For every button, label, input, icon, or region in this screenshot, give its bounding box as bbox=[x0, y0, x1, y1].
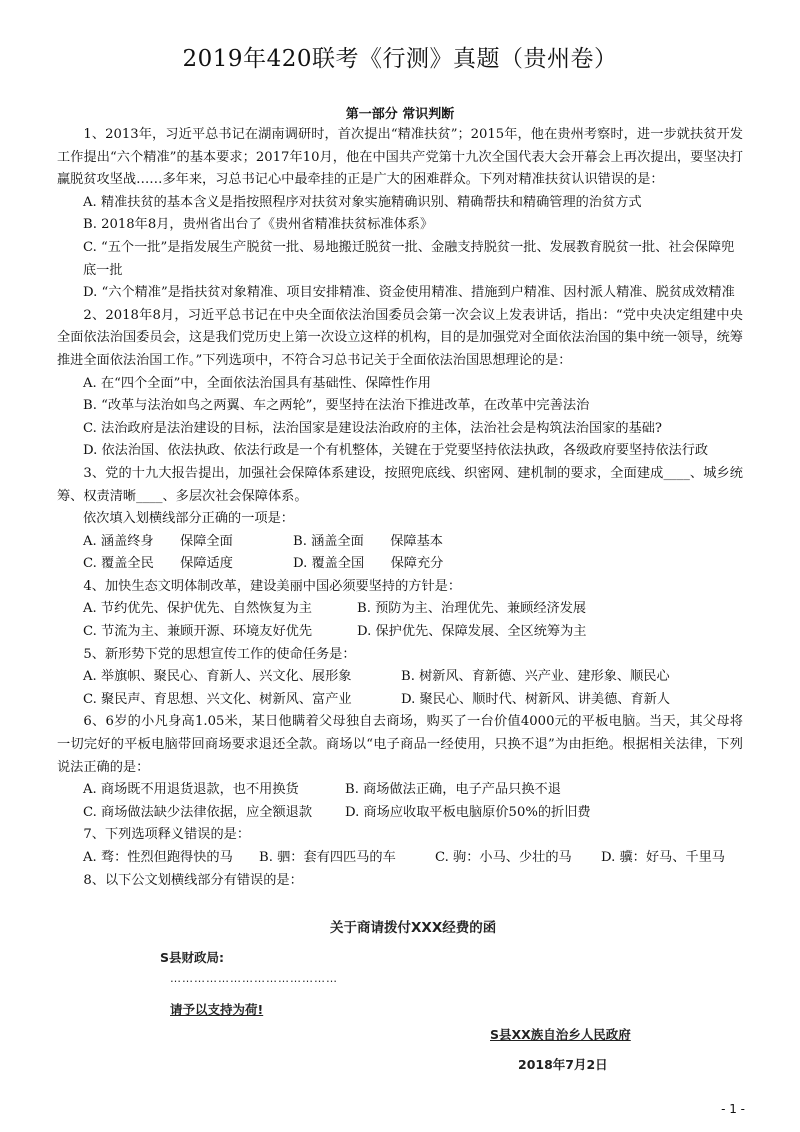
question-3-option-c: C. 覆盖全民 保障适度 bbox=[83, 556, 233, 572]
letter-recipient: S县财政局: bbox=[160, 950, 225, 965]
question-6-option-d: D. 商场应收取平板电脑原价50%的折旧费 bbox=[345, 804, 591, 820]
question-2-option-c: C. 法治政府是法治建设的目标，法治国家是建设法治政府的主体，法治社会是构筑法治国家的基础? bbox=[83, 420, 662, 436]
question-4-option-a: A. 节约优先、保护优先、自然恢复为主 bbox=[83, 601, 312, 617]
question-6-option-a: A. 商场既不用退货退款，也不用换货 bbox=[83, 782, 299, 798]
question-2-option-a: A. 在“四个全面”中，全面依法治国具有基础性、保障性作用 bbox=[83, 375, 431, 391]
official-letter-image bbox=[60, 912, 680, 1082]
question-7-option-a: A. 骛：性烈但跑得快的马 bbox=[83, 850, 233, 865]
question-3-sub: 依次填入划横线部分正确的一项是： bbox=[83, 511, 294, 527]
question-4-option-b: B. 预防为主、治理优先、兼顾经济发展 bbox=[357, 601, 587, 617]
question-4-options-row-1 bbox=[57, 598, 743, 621]
question-3-stem: 3、党的十九大报告提出，加强社会保障体系建设，按照兜底线、织密网、建机制的要求，全面建成____、城乡统筹、权责清晰____、多层次社会保障体系。 bbox=[57, 465, 743, 504]
question-8-stem: 8、以下公文划横线部分有错误的是： bbox=[83, 872, 303, 888]
letter-issuing-organization: S县XX族自治乡人民政府 bbox=[490, 1027, 631, 1042]
question-5-option-a: A. 举旗帜、聚民心、育新人、兴文化、展形象 bbox=[83, 669, 352, 685]
question-4-options-row-2 bbox=[57, 621, 743, 644]
question-5-option-d: D. 聚民心、顺时代、树新风、讲美德、育新人 bbox=[401, 691, 671, 707]
question-7-options-row bbox=[57, 847, 743, 870]
question-5-stem: 5、新形势下党的思想宣传工作的使命任务是： bbox=[83, 646, 356, 662]
letter-title: 关于商请拨付XXX经费的函 bbox=[330, 920, 497, 936]
letter-closing-request: 请予以支持为荷! bbox=[170, 1002, 264, 1017]
question-5-option-c: C. 聚民声、育思想、兴文化、树新风、富产业 bbox=[83, 691, 352, 707]
question-4-option-c: C. 节流为主、兼顾开源、环境友好优先 bbox=[83, 624, 313, 640]
question-7-option-d: D. 骥：好马、千里马 bbox=[601, 850, 725, 865]
question-1-option-d: D. “六个精准”是指扶贫对象精准、项目安排精准、资金使用精准、措施到户精准、因村派人精准、脱贫成效精准 bbox=[83, 285, 735, 301]
question-5-options-row-2 bbox=[57, 689, 743, 712]
question-2-option-d: D. 依法治国、依法执政、依法行政是一个有机整体，关键在于党要坚持依法执政，各级政府要坚持依法行政 bbox=[83, 443, 709, 459]
question-3-option-a: A. 涵盖终身 保障全面 bbox=[83, 533, 233, 549]
question-1-stem: 1、2013年，习近平总书记在湖南调研时，首次提出“精准扶贫”；2015年，他在贵州考察时，进一步就扶贫开发工作提出“六个精准”的基本要求；2017年10月，他在中国共产党第十九次全国代表大会开幕会上再次提出，要坚决打赢脱贫攻坚战……多年来，习总书记心中最牵挂的正是广大的困难群众。下列对精准扶贫认识错误的是： bbox=[57, 127, 743, 188]
question-7-stem: 7、下列选项释义错误的是： bbox=[83, 827, 251, 843]
question-1-option-a: A. 精准扶贫的基本含义是指按照程序对扶贫对象实施精确识别、精确帮扶和精确管理的治贫方式 bbox=[83, 194, 642, 210]
question-5-options-row-1 bbox=[57, 666, 743, 689]
letter-date: 2018年7月2日 bbox=[518, 1057, 608, 1072]
question-6-option-c: C. 商场做法缺少法律依据，应全额退款 bbox=[83, 804, 313, 820]
question-1-option-c: C. “五个一批”是指发展生产脱贫一批、易地搬迁脱贫一批、金融支持脱贫一批、发展教育脱贫一批、社会保障兜底一批 bbox=[83, 239, 735, 278]
question-1-option-b: B. 2018年8月，贵州省出台了《贵州省精准扶贫标准体系》 bbox=[83, 217, 434, 233]
question-6-option-b: B. 商场做法正确，电子产品只换不退 bbox=[345, 782, 561, 798]
question-4-option-d: D. 保护优先、保障发展、全区统筹为主 bbox=[357, 624, 587, 640]
section-heading: 第一部分 常识判断 bbox=[345, 107, 455, 122]
question-3-option-d: D. 覆盖全国 保障充分 bbox=[293, 556, 444, 572]
question-list bbox=[57, 124, 743, 892]
question-3-options-row-1 bbox=[57, 531, 743, 554]
page-number: - 1 - bbox=[721, 1102, 745, 1116]
question-7-option-c: C. 驹：小马、少壮的马 bbox=[435, 850, 572, 865]
question-3-options-row-2 bbox=[57, 553, 743, 576]
question-7-option-b: B. 驷：套有四匹马的车 bbox=[259, 850, 396, 865]
question-2-option-b: B. “改革与法治如鸟之两翼、车之两轮”，要坚持在法治下推进改革，在改革中完善法治 bbox=[83, 398, 590, 414]
document-title: 2019年420联考《行测》真题（贵州卷） bbox=[182, 46, 618, 72]
question-6-options-row-2 bbox=[57, 802, 743, 825]
question-6-stem: 6、6岁的小凡身高1.05米，某日他瞒着父母独自去商场，购买了一台价值4000元的平板电脑。当天，其父母将一切完好的平板电脑带回商场要求退还全款。商场以“电子商品一经使用，只换不退”为由拒绝。根据相关法律，下列说法正确的是： bbox=[57, 714, 743, 775]
question-3-option-b: B. 涵盖全面 保障基本 bbox=[293, 533, 443, 549]
question-2-stem: 2、2018年8月，习近平总书记在中央全面依法治国委员会第一次会议上发表讲话，指出：“党中央决定组建中央全面依法治国委员会，这是我们党历史上第一次设立这样的机构，目的是加强党对全面依法治国的集中统一领导，统筹推进全面依法治国工作。”下列选项中，不符合习总书记关于全面依法治国思想理论的是： bbox=[57, 307, 743, 368]
letter-body-placeholder: …………………………………… bbox=[170, 972, 338, 985]
question-6-options-row-1 bbox=[57, 779, 743, 802]
question-5-option-b: B. 树新风、育新德、兴产业、建形象、顺民心 bbox=[401, 669, 670, 685]
question-4-stem: 4、加快生态文明体制改革，建设美丽中国必须要坚持的方针是： bbox=[83, 578, 462, 594]
